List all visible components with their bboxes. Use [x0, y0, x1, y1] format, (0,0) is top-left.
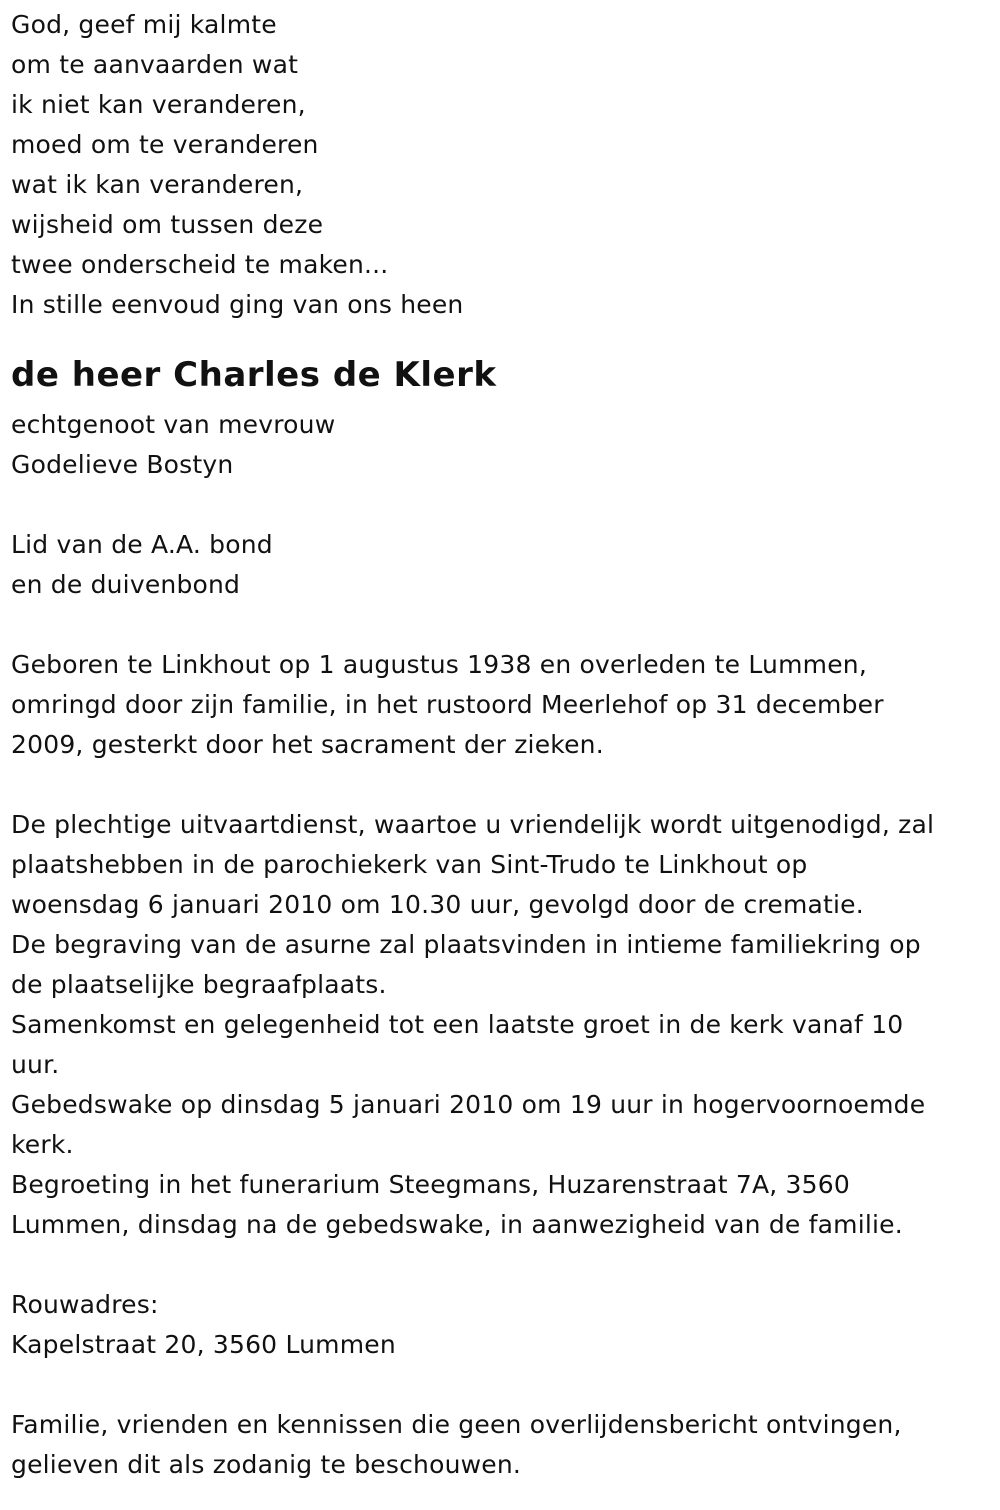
paragraph-line: kerk.: [11, 1130, 74, 1159]
paragraph-line: Geboren te Linkhout op 1 augustus 1938 en overleden te Lummen,: [11, 650, 867, 679]
paragraph-line: omringd door zijn familie, in het rustoord Meerlehof op 31 december: [11, 690, 884, 719]
paragraph-line: 2009, gesterkt door het sacrament der zieken.: [11, 730, 604, 759]
paragraph-line: de plaatselijke begraafplaats.: [11, 970, 387, 999]
service-paragraph: [11, 805, 991, 1245]
membership-line: en de duivenbond: [11, 570, 241, 599]
paragraph-line: Begroeting in het funerarium Steegmans, Huzarenstraat 7A, 3560: [11, 1170, 850, 1199]
birth-death-paragraph: [11, 645, 991, 765]
obituary-notice: [11, 5, 991, 1485]
spacer: [11, 485, 991, 525]
spouse-name: Godelieve Bostyn: [11, 450, 234, 479]
paragraph-line: Familie, vrienden en kennissen die geen overlijdensbericht ontvingen,: [11, 1410, 902, 1439]
closing-paragraph: [11, 1405, 991, 1485]
paragraph-line: De plechtige uitvaartdienst, waartoe u vriendelijk wordt uitgenodigd, zal: [11, 810, 935, 839]
paragraph-line: Samenkomst en gelegenheid tot een laatste groet in de kerk vanaf 10: [11, 1010, 904, 1039]
poem-line: ik niet kan veranderen,: [11, 90, 306, 119]
poem-line: In stille eenvoud ging van ons heen: [11, 290, 464, 319]
poem-line: twee onderscheid te maken...: [11, 250, 389, 279]
paragraph-line: De begraving van de asurne zal plaatsvinden in intieme familiekring op: [11, 930, 921, 959]
poem-line: wijsheid om tussen deze: [11, 210, 324, 239]
spouse-line: echtgenoot van mevrouw: [11, 410, 336, 439]
paragraph-line: Lummen, dinsdag na de gebedswake, in aanwezigheid van de familie.: [11, 1210, 903, 1239]
poem-line: wat ik kan veranderen,: [11, 170, 304, 199]
address-value: Kapelstraat 20, 3560 Lummen: [11, 1330, 396, 1359]
spacer: [11, 1245, 991, 1285]
mourning-address: [11, 1285, 991, 1365]
spacer: [11, 605, 991, 645]
spacer: [11, 325, 991, 345]
memberships: [11, 525, 991, 605]
deceased-block: [11, 345, 991, 485]
paragraph-line: Gebedswake op dinsdag 5 januari 2010 om 19 uur in hogervoornoemde: [11, 1090, 926, 1119]
poem: [11, 5, 991, 325]
poem-line: om te aanvaarden wat: [11, 50, 299, 79]
membership-line: Lid van de A.A. bond: [11, 530, 273, 559]
spacer: [11, 765, 991, 805]
deceased-name: de heer Charles de Klerk: [11, 355, 497, 395]
paragraph-line: uur.: [11, 1050, 60, 1079]
poem-line: God, geef mij kalmte: [11, 10, 277, 39]
poem-line: moed om te veranderen: [11, 130, 319, 159]
paragraph-line: plaatshebben in de parochiekerk van Sint-Trudo te Linkhout op: [11, 850, 808, 879]
spacer: [11, 1365, 991, 1405]
paragraph-line: woensdag 6 januari 2010 om 10.30 uur, gevolgd door de crematie.: [11, 890, 864, 919]
paragraph-line: gelieven dit als zodanig te beschouwen.: [11, 1450, 522, 1479]
address-label: Rouwadres:: [11, 1290, 159, 1319]
